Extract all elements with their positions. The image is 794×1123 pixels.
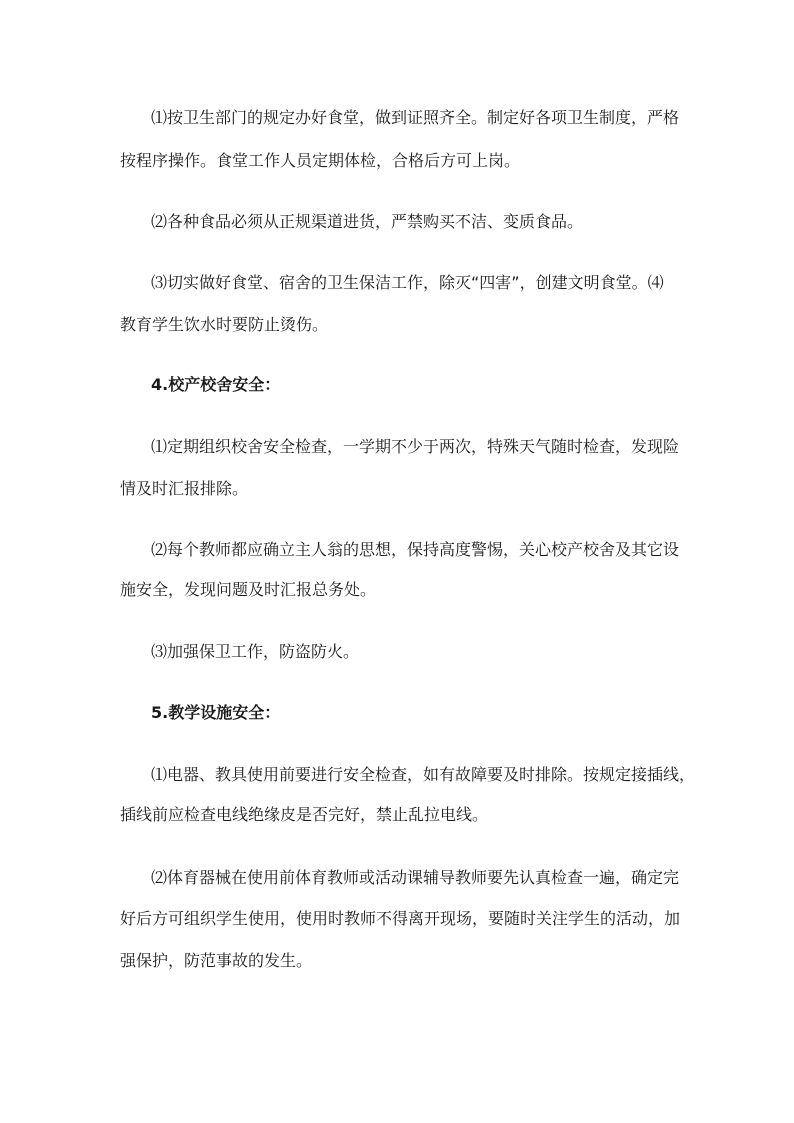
paragraph-canteen-license-line-1: ⑴按卫生部门的规定办好食堂，做到证照齐全。制定好各项卫生制度，严格 [151,108,680,127]
paragraph-sports-equipment-line-1: ⑵体育器械在使用前体育教师或活动课辅导教师要先认真检查一遍，确定完 [151,868,680,887]
paragraph-teacher-vigilance-line-2: 施安全，发现问题及时汇报总务处。 [120,580,377,599]
paragraph-canteen-license-line-2: 按程序操作。食堂工作人员定期体检，合格后方可上岗。 [120,151,521,170]
paragraph-electrical-line-2: 插线前应检查电线绝缘皮是否完好，禁止乱拉电线。 [120,805,489,824]
paragraph-inspection-line-1: ⑴定期组织校舍安全检查，一学期不少于两次，特殊天气随时检查，发现险 [151,437,680,456]
paragraph-sports-equipment-line-3: 强保护，防范事故的发生。 [120,951,313,970]
paragraph-food-purchase-line-1: ⑵各种食品必须从正规渠道进货，严禁购买不洁、变质食品。 [151,212,584,231]
section-heading-property-safety: 4.校产校舍安全： [151,375,281,394]
paragraph-sports-equipment-line-2: 好后方可组织学生使用，使用时教师不得离开现场，要随时关注学生的活动，加 [120,909,681,928]
section-heading-facility-safety: 5.教学设施安全： [151,703,281,722]
paragraph-electrical-line-1: ⑴电器、教具使用前要进行安全检查，如有故障要及时排除。按规定接插线， [151,765,696,784]
paragraph-inspection-line-2: 情及时汇报排除。 [120,479,249,498]
paragraph-teacher-vigilance-line-1: ⑵每个教师都应确立主人翁的思想，保持高度警惕，关心校产校舍及其它设 [151,540,680,559]
paragraph-cleaning-line-1: ⑶切实做好食堂、宿舍的卫生保洁工作，除灭“四害”，创建文明食堂。⑷ [151,273,664,292]
paragraph-security-line-1: ⑶加强保卫工作，防盗防火。 [151,642,360,661]
paragraph-cleaning-line-2: 教育学生饮水时要防止烫伤。 [120,315,329,334]
